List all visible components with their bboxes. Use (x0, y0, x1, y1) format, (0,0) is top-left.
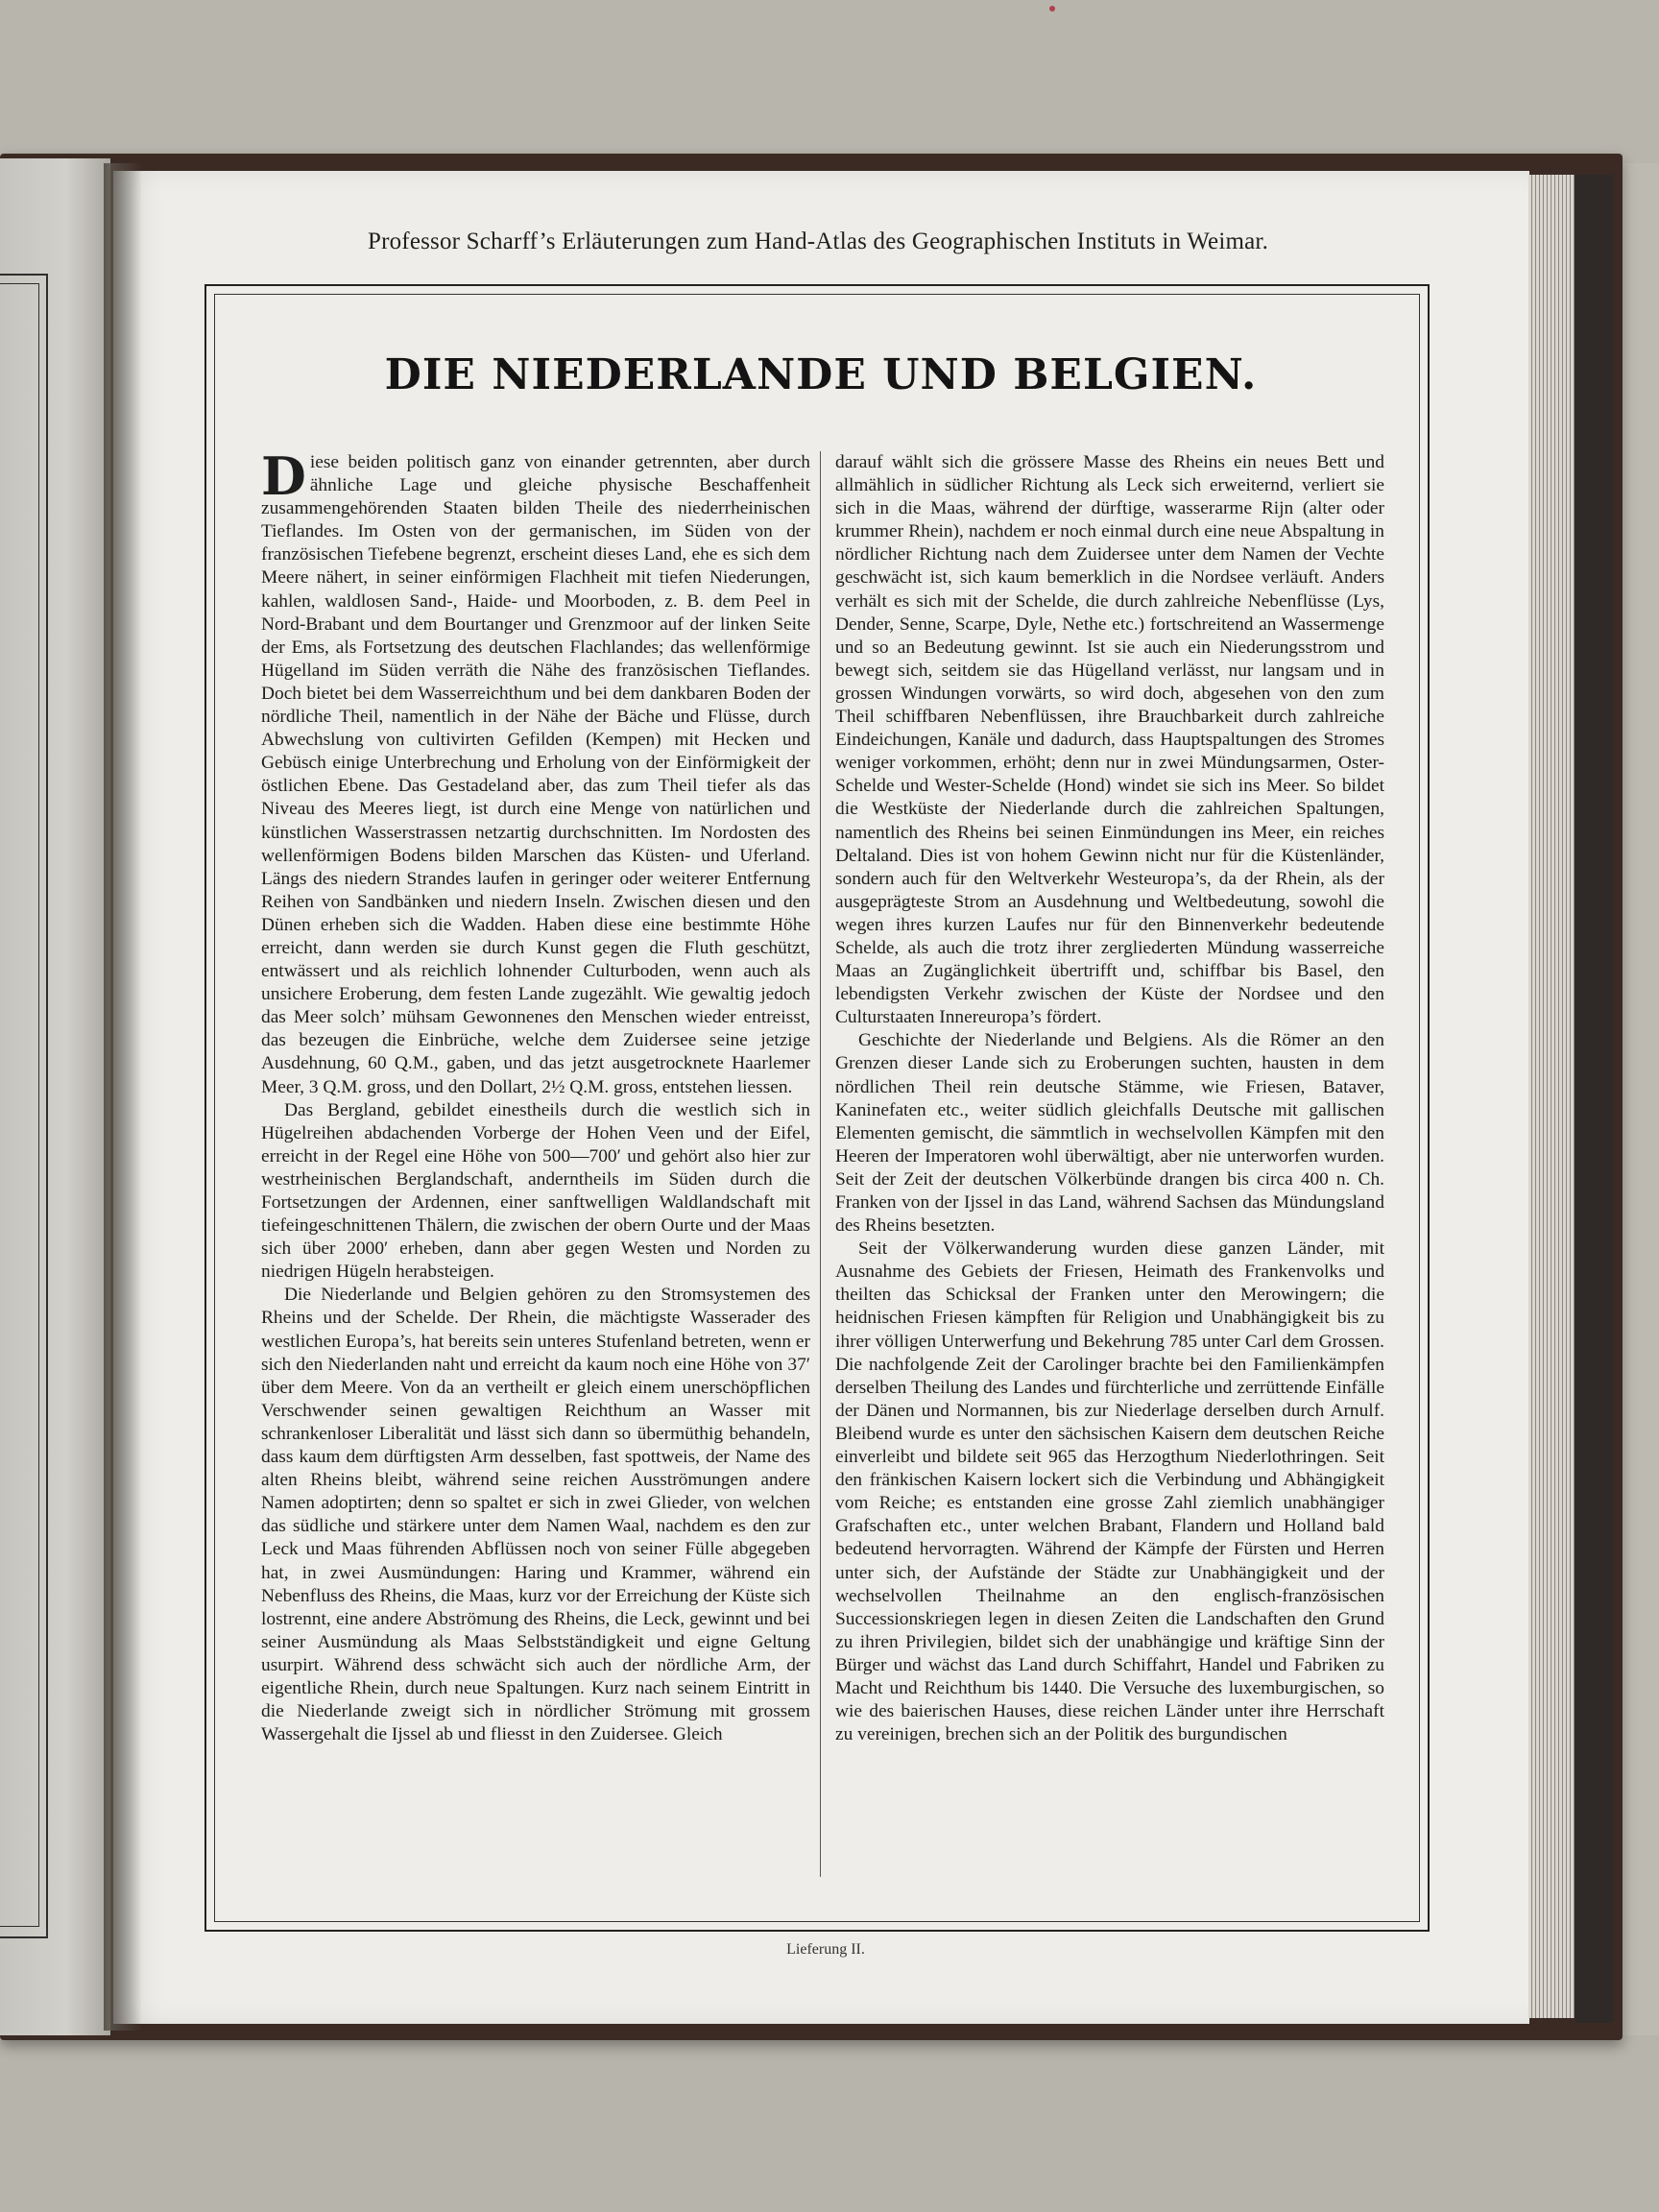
paragraph: Das Bergland, gebildet einestheils durch die westlich sich in Hügelreihen abdachenden Vorberge der Hohen Veen und der Eifel, erreicht in der Regel eine Höhe von 500—700′ und gehört also hier zur westrheinischen Berglandschaft, anderntheils im Süden durch die Fortsetzungen der Ardennen, einer sanftwelligen Waldlandschaft mit tiefeingeschnittenen Thälern, die zwischen der obern Ourte und der Maas sich über 2000′ erheben, dann aber gegen Westen und Norden zu niedrigen Hügeln herabsteigen. (261, 1099, 810, 1283)
gutter-shadow (104, 163, 142, 2031)
table-surface-bottom (0, 2035, 1659, 2212)
paragraph: darauf wählt sich die grössere Masse des Rheins ein neues Bett und allmählich in südlicher Richtung als Leck sich erweiternd, verliert sie sich in die Maas, während der dürftige, wasserarme Rijn (alter oder krummer Rhein), nachdem er noch einmal durch eine neue Abspaltung in nördlicher Richtung nach dem Zuidersee unter dem Namen der Vechte geschwächt ist, sich kaum bemerklich in die Nordsee verläuft. Anders verhält es sich mit der Schelde, die durch zahlreiche Nebenflüsse (Lys, Dender, Senne, Scarpe, Dyle, Nethe etc.) fortschreitend an Wassermenge und so an Bedeutung gewinnt. Ist sie auch ein Niederungsstrom und bewegt sich, seitdem sie das Hügelland verlässt, nur langsam und in grossen Windungen vorwärts, so wird doch, abgesehen von den zum Theil schiffbaren Nebenflüssen, ihre Brauchbarkeit durch zahlreiche Eindeichungen, Kanäle und dadurch, dass Hauptspaltungen des Stromes weniger vorkommen, erhöht; denn nur in zwei Mündungsarmen, Oster-Schelde und Wester-Schelde (Hond) windet sie sich ins Meer. So bildet die Westküste der Niederlande durch die zahlreichen Spaltungen, namentlich des Rheins bei seinen Einmündungen ins Meer, ein reiches Deltaland. Dies ist von hohem Gewinn nicht nur für die Küstenländer, sondern auch für den Weltverkehr Westeuropa’s, da der Rhein, als der ausgeprägteste Strom an Ausdehnung und Weltbedeutung, sowohl die wegen ihres kurzen Laufes nur für den Binnenverkehr bedeutende Schelde, als auch die trotz ihrer zergliederten Mündung wasserreiche Maas an Zugänglichkeit übertrifft und, schiffbar bis Basel, den lebendigsten Verkehr zwischen der Küste der Nordsee und den Culturstaaten Innereuropa’s fördert. (835, 452, 1384, 1028)
page-edges (1528, 175, 1575, 2018)
paragraph: Die Niederlande und Belgien gehören zu den Stromsystemen des Rheins und der Schelde. Der Rhein, die mächtigste Wasserader des westlichen Europa’s, hat bereits sein unteres Stufenland betreten, wenn er sich den Niederlanden naht und erreicht da kaum noch eine Höhe von 37′ über dem Meere. Von da an vertheilt er gleich einem unerschöpflichen Verschwender seinen gewaltigen Reichthum an Wasser mit schrankenloser Liberalität und lässt sich dann so übermüthig behandeln, dass kaum dem dürftigsten Arm desselben, fast spottweis, der Name des alten Rheins bleibt, während seine reichen Ausströmungen andere Namen adoptirten; denn so spaltet er sich in zwei Glieder, von welchen das südliche und stärkere unter dem Namen Waal, nachdem es den zur Leck und Maas führenden Abflüssen noch von seiner Fülle abgegeben hat, in zwei Ausmündungen: Haring und Krammer, während ein Nebenfluss des Rheins, die Maas, kurz vor der Erreichung der Küste sich lostrennt, eine andere Abströmung des Rheins, die Leck, gewinnt und bei seiner Ausmündung als Maas Selbstständigkeit und eigne Geltung usurpirt. Während dess schwächt sich auch der nördliche Arm, der eigentliche Rhein, durch neue Spaltungen. Kurz nach seinem Eintritt in die Niederlande zweigt sich in nördlicher Strömung mit grossem Wassergehalt die Ijssel ab und fliesst in den Zuidersee. Gleich (261, 1285, 810, 1745)
drop-cap: D (261, 451, 306, 507)
paragraph: Geschichte der Niederlande und Belgiens. Als die Römer an den Grenzen dieser Lande sich zu Eroberungen suchten, hausten in dem nördlichen Theil rein deutsche Stämme, wie Friesen, Bataver, Kaninefaten etc., weiter südlich gleichfalls Deutsche mit gallischen Elementen gemischt, die sämmtlich in wechselvollen Kämpfen mit den Heeren der Imperatoren wohl überwältigt, aber nie unterworfen wurden. Seit der Zeit der deutschen Völkerbünde drangen bis circa 400 n. Ch. Franken von der Ijssel in das Land, während Sachsen das Mündungsland des Rheins besetzten. (835, 1030, 1384, 1237)
page-footer: Lieferung II. (786, 1941, 865, 1958)
book-spine-edge (1575, 175, 1613, 2023)
paragraph: iese beiden politisch ganz von einander getrennten, aber durch ähnliche Lage und gleiche physische Beschaffenheit zusammengehörenden Staaten bilden Theile des niederrheinischen Tieflandes. Im Osten von der germanischen, im Süden von der französischen Tiefebene begrenzt, erscheint dieses Land, ehe es sich dem Meere nähert, in seiner einförmigen Flachheit mit tiefen Niederungen, kahlen, waldlosen Sand-, Haide- und Moorboden, z. B. dem Peel in Nord-Brabant und dem Bourtanger und Grenzmoor auf der linken Seite der Ems, als Fortsetzung des deutschen Flachlandes; das wellenförmige Hügelland im Süden verräth die Nähe des französischen Tieflandes. Doch bietet bei dem Wasserreichthum und bei dem dankbaren Boden der nördliche Theil, namentlich in der Nähe der Bäche und Flüsse, durch Abwechslung von cultivirten Gefilden (Kempen) mit Hecken und Gebüsch einige Unterbrechung und Erholung von der Einförmigkeit der östlichen Ebene. Das Gestadeland aber, das zum Theil tiefer als das Niveau des Meeres liegt, ist durch eine Menge von natürlichen und künstlichen Wasserstrassen netzartig durchschnitten. Im Nordosten des wellenförmigen Bodens bilden Marschen das Küsten- und Uferland. Längs des niedern Strandes laufen in geringer oder weiterer Entfernung Reihen von Sandbänken und niedern Inseln. Zwischen diesen und den Dünen erheben sich die Wadden. Haben diese eine bestimmte Höhe erreicht, dann werden sie durch Kunst gegen die Fluth geschützt, entwässert und als reichlich lohnender Culturboden, wenn auch als unsichere Eroberung, dem festen Lande zugezählt. Wie gewaltig jedoch das Meer solch’ mühsam Gewonnenes den Menschen wieder entreisst, das bezeugen die Einbrüche, welche dem Zuidersee seine jetzige Ausdehnung, 60 Q.M., gaben, und das jetzt ausgetrocknete Haarlemer Meer, 3 Q.M. gross, und den Dollart, 2½ Q.M. gross, entstehen liessen. (261, 452, 810, 1097)
table-surface-top (0, 0, 1659, 163)
left-page-frame-inner (0, 283, 39, 1927)
left-text-column (261, 451, 810, 1882)
running-head: Professor Scharff’s Erläuterungen zum Hand-Atlas des Geographischen Instituts in Weimar. (367, 228, 1269, 254)
column-divider (820, 451, 821, 1877)
paragraph: Seit der Völkerwanderung wurden diese ganzen Länder, mit Ausnahme des Gebiets der Friesen, Heimath des Frankenvolks und theilten das Schicksal der Franken unter den Merowingern; die heidnischen Friesen kämpften für Religion und Unabhängigkeit bis zu ihrer völligen Unterwerfung und Bekehrung 785 unter Carl dem Grossen. Die nachfolgende Zeit der Carolinger brachte bei den Familienkämpfen derselben Theilung des Landes und fürchterliche und zerrüttende Einfälle der Dänen und Normannen, bis zur Niederlage derselben durch Arnulf. Bleibend wurde es unter den sächsischen Kaisern dem deutschen Reiche einverleibt und bildete seit 965 das Herzogthum Niederlothringen. Seit den fränkischen Kaisern lockert sich die Verbindung und Abhängigkeit vom Reiche; es entstanden eine grosse Zahl ziemlich unabhängiger Grafschaften etc., unter welchen Brabant, Flandern und Holland bald bedeutend hervorragten. Während der Kämpfe der Fürsten und Herren unter sich, der Aufstände der Städte zur Unabhängigkeit und der wechselvollen Theilnahme an den englisch-französischen Successionskriegen legen in diesen Zeiten die Landschaften den Grund zu ihren Privilegien, bildet sich der unabhängige und kräftige Sinn der Bürger und wächst das Land durch Schiffahrt, Handel und Fabriken zu Macht und Reichthum bis 1440. Die Versuche des luxemburgischen, so wie des baierischen Hauses, diese reichen Länder unter ihre Herrschaft zu vereinigen, brechen sich an der Politik des burgundischen (835, 1238, 1384, 1745)
right-text-column (835, 451, 1384, 1882)
page-title: DIE NIEDERLANDE UND BELGIEN. (384, 350, 1258, 399)
red-dot-mark (1049, 6, 1055, 12)
